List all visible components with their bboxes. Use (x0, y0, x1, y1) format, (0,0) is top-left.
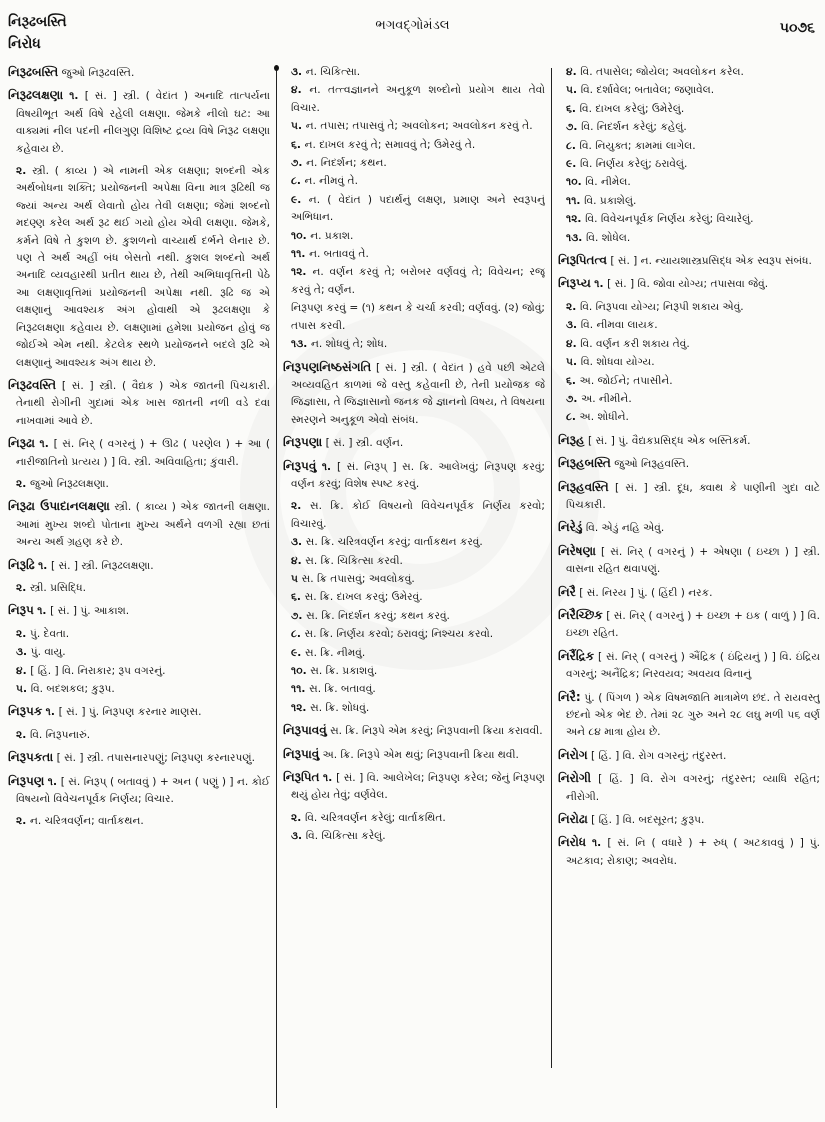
sense-number: ૨. (16, 627, 30, 640)
definition-sense: ૧૧. ન. બતાવવું તે. (291, 248, 369, 261)
sense-number: ૪. (566, 66, 581, 78)
definition-text: અ. ક્રિ. નિરૂપે એમ થવું; નિરૂપવાની ક્રિયા થવી. (322, 748, 519, 761)
definition-text: ૧. [ સં. નિર્ ( વગરનું ) + ઊઢ ( પરણેલ ) + આ ( નારીજાતિનો પ્રત્યય ) ] વિ. સ્ત્રી. અવિવાહિતા; કુંવારી. (16, 438, 270, 468)
sense-number: ૨. (16, 477, 30, 490)
dictionary-entry (283, 359, 545, 430)
sense-number: ૮. (566, 411, 580, 424)
headword: નિરૈંદ્રિક (558, 648, 595, 663)
dictionary-entry (558, 432, 820, 450)
sense-number: ૮. (291, 175, 305, 188)
definition-sense: ૧૨. વિ. વિવેચનપૂર્વક નિર્ણય કરેલું; વિચારેલું. (566, 213, 754, 226)
definition-sense: ૨. વિ. નિરૂપવા યોગ્ય; નિરૂપી શકાય એવું. (566, 300, 744, 313)
definition-sense: ૧૨. સ. ક્રિ. શોધવું. (291, 701, 370, 714)
dictionary-entry (558, 455, 820, 473)
definition-text: [ સં. ] સ્ત્રી. દૂધ, ક્વાથ કે પાણીની ગુદા વાટે પિચકારી. (566, 481, 820, 511)
definition-sense: ૨. પું. દેવતા. (16, 627, 70, 640)
dictionary-entry (283, 769, 545, 805)
definition-text: [ સં. ] સ્ત્રી. તપાસનારપણું; નિરૂપણ કરનારપણું. (56, 752, 255, 765)
definition-text: જુઓ નિરૂઢવસ્તિ. (61, 67, 135, 79)
dictionary-entry (8, 703, 270, 721)
sense-number: ૨. (16, 728, 30, 741)
definition-sense: ૧૧. સ. ક્રિ. બતાવવું. (291, 683, 376, 696)
headword: નિરૂઢા ઉપાદાનલક્ષણા (8, 499, 110, 514)
dictionary-entry (8, 435, 270, 471)
sense-number: ૧. (321, 460, 337, 473)
sense-number: ૯. (291, 646, 305, 659)
sense-number: ૩. (291, 830, 306, 843)
headword: નિરૂઢબસ્તિ (8, 65, 59, 79)
guide-word-first: નિરૂઢબસ્તિ (8, 14, 67, 30)
definition-sense: ૯. ન. ( વેદાંત ) પદાર્થનું લક્ષણ, પ્રમાણ અને સ્વરૂપનું અભિધાન. (291, 193, 545, 224)
sense-number: ૫. (566, 84, 581, 97)
sense-number: ૪. (16, 664, 31, 677)
sense-number: ૧. (591, 837, 608, 850)
sense-number: ૫. (566, 356, 581, 369)
sense-number: ૬. (291, 138, 305, 151)
definition-text: [ સં. ] પું. વૈદ્યકપ્રસિદ્ધ એક બસ્તિકર્મ. (587, 434, 751, 447)
definition-sense: નિરૂપણ કરવું = (૧) કથન કે ચર્ચા કરવી; વર્ણવવું. (૨) જોવું; તપાસ કરવી. (291, 302, 545, 332)
dictionary-entry (283, 434, 545, 452)
definition-text: સ. ક્રિ. નિરૂપે એમ કરવું; નિરૂપવાની ક્રિયા કરાવવી. (330, 725, 543, 738)
definition-sense: ૯. સ. ક્રિ. નીમવું. (291, 646, 366, 659)
definition-sense: ૪. સ. ક્રિ. ચિકિત્સા કરવી. (291, 554, 403, 567)
definition-text: [ સં. નિર્ ( વગરનું ) ઐંદ્રિક ( ઇંદ્રિયનું ) ] વિ. ઇંદ્રિય વગરનું; અનૈંદ્રિક; નિરવયવ; અવયવ વિનાનું (566, 650, 820, 681)
definition-text: [ હિં. ] વિ. બદસૂરત; કુરૂપ. (591, 814, 705, 827)
definition-sense: ૫. વિ. બદશકલ; કુરૂપ. (16, 683, 115, 695)
dictionary-entry (283, 458, 545, 494)
definition-sense: ૪. વિ. વર્ણન કરી શકાય તેવું. (566, 337, 690, 350)
definition-sense: ૧૩. ન. શોધવું તે; શોધ. (291, 338, 388, 351)
running-title: ભગવદ્ગોમંડલ (375, 18, 450, 33)
sense-number: ૭. (566, 392, 582, 405)
headword: નિરૂપિતત્વ (558, 253, 607, 268)
dictionary-entry (558, 689, 820, 742)
headword: નિરૂપણા (283, 435, 323, 450)
definition-text: ૧. [ સં. નિરૂપ્ ] સ. ક્રિ. આલેખવું; નિરૂપણ કરવું; વર્ણન કરવું; વિશેષ સ્પષ્ટ કરવું. (291, 460, 545, 490)
definition-text: જુઓ નિરૂહવસ્તિ. (614, 458, 690, 471)
definition-text: પું. ( પિંગળ ) એક વિષમજાતિ માત્રામેળ છંદ. તે રાયવસ્તુ છંદનો એક ભેદ છે. તેમાં ૨૮ ગુરુ અને ૨૮ લઘુ મળી ૫૬ વર્ણ અને ૮૪ માત્રા હોય છે. (566, 691, 820, 739)
definition-sense: ૬. વિ. દાખલ કરેલું; ઉમેરેલું. (566, 102, 685, 115)
sense-number: ૧૧. (566, 194, 585, 207)
definition-text: ૧. [ સં. ] પું. નિરૂપણ કરનાર માણસ. (45, 706, 202, 719)
sense-number: ૭. (566, 121, 582, 134)
headword: નિરૂપણનિષ્ઠસંગતિ (283, 359, 372, 374)
definition-sense: ૫. ન. તપાસ; તપાસવું તે; અવલોકન; અવલોકન કરવું તે. (291, 120, 533, 133)
sense-number: ૫. (16, 683, 31, 695)
sense-number: ૨. (16, 815, 30, 828)
dictionary-entry (8, 498, 270, 551)
sense-number: ૭. (291, 157, 307, 170)
column-2 (283, 64, 545, 1116)
headword: નિરૂઢિ (8, 557, 35, 572)
definition-text: [ હિં. ] વિ. રોગ વગરનું; તંદુરસ્ત; વ્યાધિ રહિત; નીરોગી. (566, 773, 820, 803)
definition-sense: ૩. સ. ક્રિ. ચરિત્રવર્ણન કરવું; વાર્તાકથન કરવું. (291, 536, 483, 549)
headword: નિરૂપક (8, 704, 43, 719)
headword: નિરોગ (558, 747, 588, 762)
headword: નિરૂપ્ય (558, 276, 591, 291)
sense-number: ૧૦. (291, 229, 311, 242)
dictionary-entry (283, 722, 545, 740)
sense-number: ૧૨. (291, 701, 311, 714)
dictionary-entry (558, 747, 820, 765)
dictionary-entry (558, 275, 820, 293)
sense-number: ૨. (291, 811, 305, 824)
headword: નિરૂહબસ્તિ (558, 456, 611, 471)
headword: નિરૂપણ (8, 773, 45, 788)
sense-number: ૧. (594, 278, 608, 291)
definition-text: [ સં. ] સ્ત્રી. ( વેદાંત ) હવે પછી એટલે અવ્યવહિત કાળમાં જે વસ્તુ કહેવાની છે, તેની પ્રયોજક જે જિજ્ઞાસા, તે જિજ્ઞાસાનો જનક જે જ્ઞાનનો વિષય, તે વિષયના સ્મરણને અનુકૂળ એવો સંબંધ. (291, 361, 545, 426)
headword: નિરેષણા (558, 543, 596, 558)
dictionary-entry (558, 479, 820, 515)
page-number: ૫૦૭૬ (779, 20, 815, 36)
sense-number: ૧. (47, 775, 61, 788)
page-header (0, 0, 825, 60)
sense-number: ૮. (291, 628, 305, 641)
definition-sense: ૨. વિ. નિરૂપનારું. (16, 728, 91, 741)
headword: નિરૂહવસ્તિ (558, 479, 609, 494)
headword: નિરૂપિત (283, 770, 320, 785)
definition-text: ૧. [ સં. ] પું. આકાશ. (37, 605, 130, 618)
definition-sense: ૧૦. ન. પ્રકાશ. (291, 229, 354, 242)
headword: નિરૈ: (558, 689, 581, 704)
sense-number: ૧૩. (566, 231, 586, 244)
definition-text: વિ. એડું નહિ એવું. (585, 522, 665, 535)
sense-number: ૮. (566, 139, 580, 152)
headword: નિરૂપ (8, 603, 34, 618)
dictionary-entry (558, 252, 820, 270)
sense-number: ૩. (291, 66, 306, 78)
headword: નિરૂપવું (283, 458, 317, 473)
headword: નિરેડું (558, 520, 583, 535)
dictionary-entry (283, 746, 545, 764)
headword: નિરૂપાવવું (283, 723, 327, 738)
definition-sense: ૬. ન. દાખલ કરવું તે; સમાવવું તે; ઉમેરવું તે. (291, 138, 476, 151)
dictionary-entry (8, 749, 270, 767)
dictionary-entry (8, 557, 270, 575)
definition-text: ૧. [ સં. ] સ્ત્રી. ( વેદાંત ) અનાદિ તાત્પર્યના વિષયીભૂત અર્થ વિષે રહેલી લક્ષણા. જેમકે નીલો ઘટ: આ વાક્યમાં નીલ પદની નીલગુણ વિશિષ્ટ દ્રવ્ય વિષે નિરૂઢ લક્ષણા કહેવાય છે. (16, 90, 270, 155)
dictionary-entry (8, 64, 270, 82)
dictionary-entry (558, 770, 820, 806)
dictionary-columns (8, 64, 820, 1116)
definition-sense: ૮. સ. ક્રિ. નિર્ણય કરવો; ઠરાવવું; નિશ્ચય કરવો. (291, 628, 494, 641)
dictionary-entry (558, 834, 820, 870)
definition-text: ૧. [ સં. નિરૂપ્ ( બતાવવું ) + અન ( પણું ) ] ન. કોઈ વિષયનો વિવેચનપૂર્વક નિર્ણય; વિચાર. (16, 775, 270, 806)
definition-sense: ૯. વિ. નિર્ણય કરેલું; ઠરાવેલું. (566, 158, 688, 171)
dictionary-entry (8, 602, 270, 620)
definition-text: [ સં. નિરય ] પું. ( હિંદી ) નરક. (579, 586, 713, 599)
definition-text: ૧. [ સં. ] સ્ત્રી. નિરૂઢલક્ષણા. (38, 559, 154, 572)
column-divider (551, 68, 552, 1068)
definition-sense: ૫. વિ. દર્શાવેલ; બતાવેલ; જણાવેલ. (566, 84, 715, 97)
headword: નિરૂહ (558, 432, 585, 447)
definition-sense: ૪. ન. તત્ત્વજ્ઞાનને અનુકૂળ શબ્દોનો પ્રયોગ થાય તેવો વિચાર. (291, 84, 545, 114)
headword: નિરૂઢવસ્તિ (8, 377, 57, 392)
definition-text: [ સં. નિર્ ( વગરનું ) + ઇચ્છા + ઇક ( વાળું ) ] વિ. ઇચ્છા રહિત. (566, 609, 820, 640)
definition-text: ૧. [ સં. ] વિ. આલેખેલ; નિરૂપણ કરેલ; જેનું નિરૂપણ થયું હોય તેવું; વર્ણવેલ. (291, 772, 545, 802)
sense-number: ૫. (291, 120, 306, 133)
definition-sense: ૧૩. વિ. શોધેલ. (566, 231, 631, 244)
definition-sense: ૬. અ. જોઈને; તપાસીને. (566, 374, 673, 387)
definition-text: ૧. [ સં. ] વિ. જોવા યોગ્ય; તપાસવા જેવું. (594, 278, 769, 291)
headword: નિરૈ (558, 584, 576, 599)
definition-sense: ૬. સ. ક્રિ. દાખલ કરવું; ઉમેરવું. (291, 591, 423, 604)
definition-sense: ૮. અ. શોધીને. (566, 411, 629, 424)
sense-number: ૧. (323, 772, 337, 785)
column-divider (276, 68, 277, 1108)
headword: નિરૂપાવું (283, 746, 320, 761)
definition-sense: ૨. સ. ક્રિ. કોઈ વિષયનો વિવેચનપૂર્વક નિર્ણય કરવો; વિચારવું. (291, 500, 545, 530)
definition-sense: ૭. સ. ક્રિ. નિદર્શન કરવું; કથન કરવું. (291, 609, 450, 622)
dictionary-entry (8, 773, 270, 809)
definition-sense: ૧૦. વિ. નીમેલ. (566, 176, 631, 189)
headword: નિરૈચ્છિક (558, 607, 603, 622)
definition-text: [ સં. ] સ્ત્રી. વર્ણન. (325, 437, 404, 450)
definition-sense: ૫. વિ. શોધવા યોગ્ય. (566, 356, 655, 369)
sense-number: ૪. (291, 554, 306, 567)
sense-number: ૧૦. (291, 665, 311, 677)
sense-number: ૨. (16, 581, 30, 594)
definition-sense: ૪. વિ. તપાસેલ; જોયેલ; અવલોકન કરેલ. (566, 66, 744, 78)
sense-number: ૪. (291, 84, 310, 97)
column-1 (8, 64, 270, 1116)
dictionary-entry (558, 811, 820, 829)
sense-number: ૨. (16, 165, 33, 178)
sense-number: ૬. (566, 374, 580, 387)
sense-number: ૩. (16, 646, 31, 659)
definition-sense: ૨. સ્ત્રી. ( કાવ્ય ) એ નામની એક લક્ષણા; શબ્દની એક અર્થબોધના શક્તિ; પ્રયોજનની અપેક્ષા વિના માત્ર રૂઢિથી જ જ્યાં અન્ય અર્થ લેવાતો હોય તેવી લક્ષણા; જેમાં શબ્દનો મદણ્ણ કરેલ અર્થ રૂઢ થઈ ગયો હોય એવી લક્ષણા. જેમકે, કર્મને વિષે તે કુશળ છે. કુશળનો વાચ્યાર્થ દર્ભને લેનાર છે. પણ તે અર્થ અહીં બંધ બેસતો નથી. કુશલ શબ્દનો અર્થ અનાદિ વ્યવહારથી પ્રતીત થાય છે, તેથી અભિધાવૃત્તિની પેઠે આ લક્ષણાવૃત્તિમાં પ્રયોજનની અપેક્ષા નથી. રૂઢિ જ એ લક્ષણાનું આવશ્યક અંગ હોવાથી એ રૂઢલક્ષણા કે નિરૂઢલક્ષણા કહેવાય છે. લક્ષણામાં હમેશા પ્રયોજન હોવું જ જોઈએ એમ નથી. કેટલેક સ્થળે પ્રયોજનને બદલે રૂઢિ એ લક્ષણાનું આવશ્યક અંગ થાય છે. (16, 165, 270, 369)
sense-number: ૭. (291, 609, 307, 622)
dictionary-entry (558, 584, 820, 602)
definition-text: [ સં. ] ન. ન્યાયશાસ્ત્રપ્રસિદ્ધ એક સ્વરૂપ સંબંધ. (610, 255, 812, 268)
definition-sense: ૨. ન. ચરિત્રવર્ણન; વાર્તાકથન. (16, 815, 144, 828)
definition-text: સ્ત્રી. ( કાવ્ય ) એક જાતની લક્ષણા. આમાં મુખ્ય શબ્દો પોતાના મુખ્ય અર્થને વળગી રહ્યા છતાં અન્ય અર્થ ગ્રહણ કરે છે. (16, 501, 270, 549)
column-3 (558, 64, 820, 1116)
definition-sense: ૪. [ હિં. ] વિ. નિરાકાર; રૂપ વગરનું. (16, 664, 166, 677)
sense-number: ૧૩. (291, 338, 311, 351)
definition-sense: ૩. ન. ચિકિત્સા. (291, 66, 361, 78)
definition-sense: ૩. વિ. ચિકિત્સા કરેલું. (291, 830, 386, 843)
sense-number: ૨. (566, 300, 580, 313)
sense-number: ૯. (566, 158, 580, 171)
definition-sense: ૫ સ. ક્રિ તપાસવું; અવલોકવું. (291, 572, 415, 585)
sense-number: ૧. (37, 605, 51, 618)
definition-sense: ૭. અ. નીમીને. (566, 392, 632, 405)
sense-number: ૬. (566, 102, 580, 115)
sense-number: ૩. (291, 536, 306, 549)
definition-text: [ સં. નિર્ ( વગરનું ) + એષણા ( ઇચ્છા ) ] સ્ત્રી. વાસના રહિત થવાપણું. (566, 545, 820, 576)
definition-sense: ૮. વિ. નિયુક્ત; કામમાં લાગેલ. (566, 139, 696, 152)
sense-number: ૧૧. (291, 683, 310, 696)
definition-sense: ૭. વિ. નિદર્શન કરેલું; કહેલું. (566, 121, 687, 134)
dictionary-entry (8, 87, 270, 158)
definition-sense: ૨. જુઓ નિરૂઢલક્ષણા. (16, 477, 109, 490)
definition-sense: ૨. વિ. ચરિત્રવર્ણન કરેલું; વાર્તાકથિત. (291, 811, 446, 824)
definition-sense: ૨. સ્ત્રી. પ્રસિદ્ધિ. (16, 581, 87, 594)
sense-number: ૬. (291, 591, 305, 604)
sense-number: ૧. (69, 90, 85, 103)
dictionary-entry (558, 607, 820, 643)
headword: નિરૂઢલક્ષણા (8, 88, 64, 103)
headword: નિરોધ (558, 835, 587, 850)
headword: નિરોગી (558, 771, 592, 786)
guide-word-last: નિરોધ (8, 36, 41, 52)
definition-sense: ૩. પું. વાયુ. (16, 646, 66, 659)
headword: નિરૂઢા (8, 436, 35, 451)
sense-number: ૧૦. (566, 176, 586, 189)
sense-number: ૧. (45, 706, 59, 719)
sense-number: ૯. (291, 193, 309, 206)
definition-text: ૧. [ સં. નિ ( વધારે ) + રુધ્ ( અટકાવવું ) ] પું. અટકાવ; રોકાણ; અવરોધ. (566, 837, 820, 867)
dictionary-entry (558, 519, 820, 537)
headword: નિરૂપકતા (8, 750, 54, 765)
dictionary-entry (8, 377, 270, 430)
sense-number: ૨. (291, 500, 310, 513)
definition-sense: ૩. વિ. નીમવા લાયક. (566, 319, 658, 332)
definition-sense: ૮. ન. નીમવું તે. (291, 175, 358, 188)
sense-number: ૧. (38, 559, 51, 572)
definition-sense: ૭. ન. નિદર્શન; કથન. (291, 157, 387, 170)
sense-number: ૧૧. (291, 248, 310, 261)
definition-sense: ૧૨. ન. વર્ણન કરવું તે; બરોબર વર્ણવવું તે; વિવેચન; રજૂ કરવું તે; વર્ણન. (291, 266, 545, 296)
sense-number: ૧. (39, 438, 54, 451)
sense-number: ૧૨. (566, 213, 586, 226)
definition-text: [ હિં. ] વિ. રોગ વગરનું; તંદુરસ્ત. (591, 749, 727, 762)
dictionary-entry (558, 543, 820, 579)
definition-text: [ સં. ] સ્ત્રી. ( વૈદ્યક ) એક જાતની પિચકારી. તેનાથી રોગીની ગુદામાં એક ખાસ જાતની નળી વડે દવા નાખવામાં આવે છે. (16, 379, 270, 427)
definition-sense: ૧૧. વિ. પ્રકાશેલું. (566, 194, 637, 207)
sense-number: ૩. (566, 319, 581, 332)
definition-sense: ૧૦. સ. ક્રિ. પ્રકાશવું. (291, 665, 378, 677)
sense-number: ૧૨. (291, 266, 313, 279)
headword: નિરોઢા (558, 812, 588, 827)
dictionary-entry (558, 648, 820, 684)
sense-number: ૪. (566, 337, 581, 350)
sense-number: ૫ (291, 572, 302, 585)
